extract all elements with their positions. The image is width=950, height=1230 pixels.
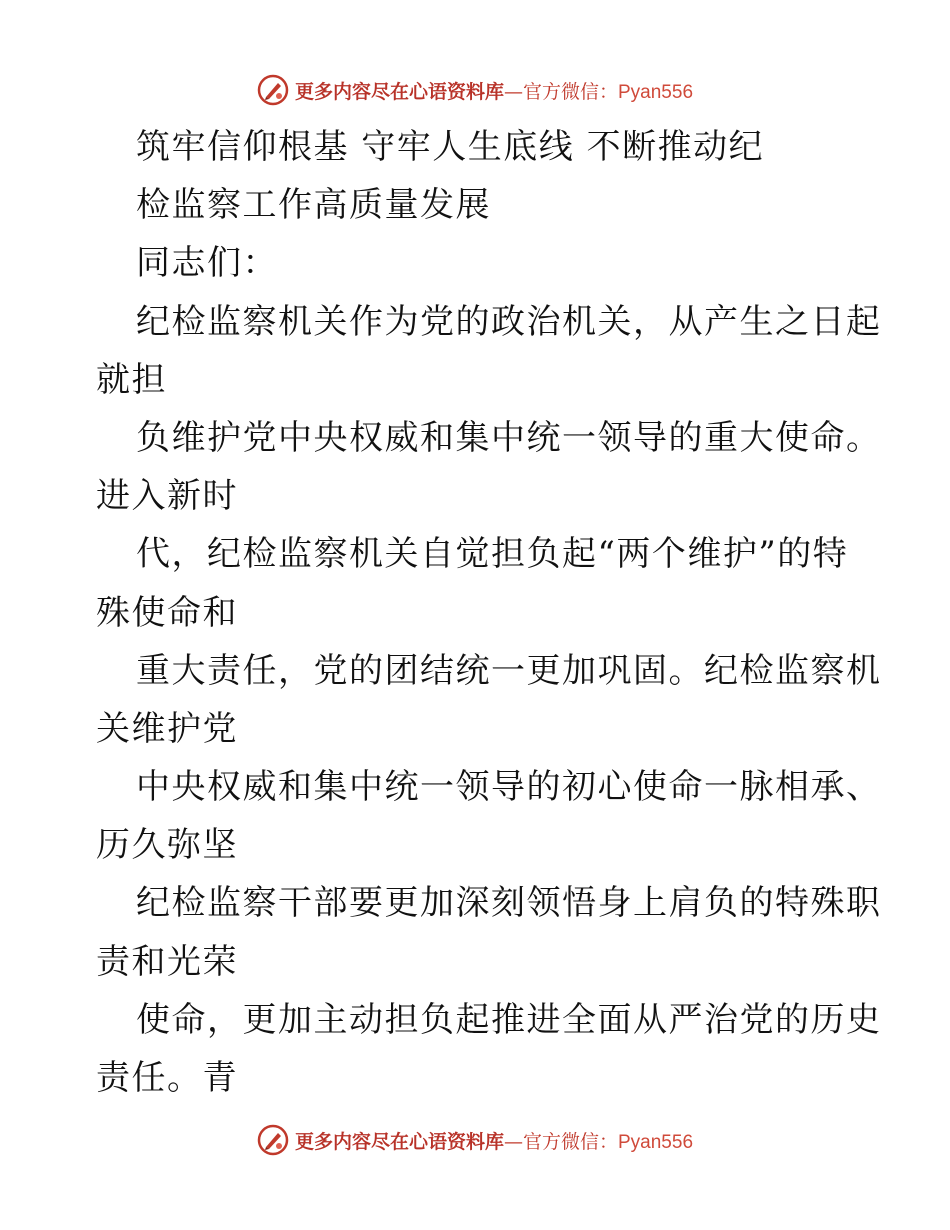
text-line: 纪检监察机关作为党的政治机关，从产生之日起: [136, 301, 882, 342]
text-line: 责和光荣: [96, 941, 238, 982]
text-line: 重大责任，党的团结统一更加巩固。纪检监察机: [136, 650, 882, 691]
banner-brand: 更多内容尽在心语资料库: [294, 80, 504, 103]
banner-wechat-label: 官方微信：: [522, 1130, 618, 1153]
text-line: 负维护党中央权威和集中统一领导的重大使命。: [136, 417, 882, 458]
text-line: 就担: [96, 359, 167, 400]
banner-text: [295, 77, 693, 104]
header-banner: [0, 72, 950, 108]
text-line: 使命，更加主动担负起推进全面从严治党的历史: [136, 999, 882, 1040]
text-line: 进入新时: [96, 476, 238, 517]
text-line: 代，纪检监察机关自觉担负起“两个维护”的特: [136, 534, 849, 575]
pen-logo-icon: [257, 1124, 289, 1156]
text-line: 同志们：: [136, 243, 278, 284]
text-line: 殊使命和: [96, 592, 238, 633]
text-line: 关维护党: [96, 708, 238, 749]
text-line: 历久弥坚: [96, 825, 238, 866]
banner-handle: Pyan556: [618, 1131, 694, 1153]
text-line: 中央权威和集中统一领导的初心使命一脉相承、: [136, 767, 882, 808]
text-line: 责任。青: [96, 1058, 238, 1098]
banner-dash: —: [503, 80, 523, 103]
pen-logo-icon: [257, 74, 289, 106]
text-line: 筑牢信仰根基 守牢人生底线 不断推动纪: [136, 127, 765, 167]
text-line: 检监察工作高质量发展: [136, 185, 491, 226]
text-line: 纪检监察干部要更加深刻领悟身上肩负的特殊职: [136, 883, 882, 924]
document-body: [96, 118, 882, 1107]
banner-text: [295, 1127, 693, 1154]
banner-handle: Pyan556: [618, 81, 694, 103]
banner-wechat-label: 官方微信：: [522, 80, 618, 103]
banner-brand: 更多内容尽在心语资料库: [294, 1130, 504, 1153]
footer-banner: [0, 1122, 950, 1158]
banner-dash: —: [503, 1130, 523, 1153]
